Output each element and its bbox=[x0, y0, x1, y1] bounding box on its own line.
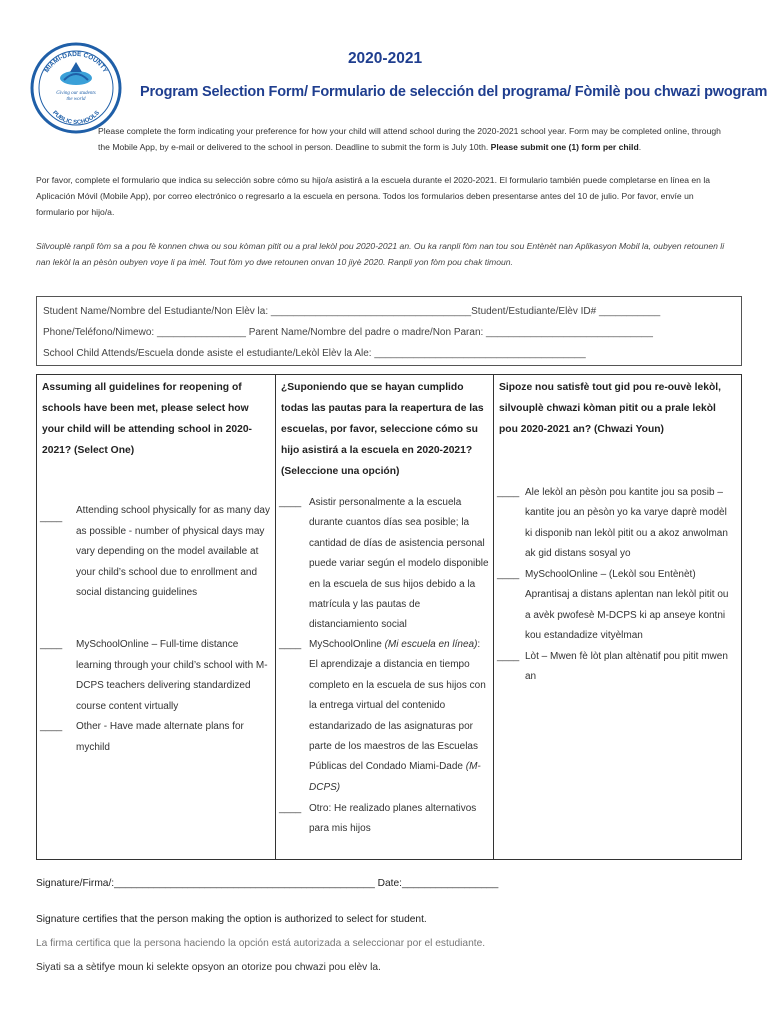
option-label: Attending school physically for as many day as possible - number of physical days may vary depending on the model available at your child’s school due to enrollment and social distancing guidelines bbox=[76, 505, 270, 599]
checkbox-blank[interactable]: ____ bbox=[40, 721, 63, 732]
seal-motto-line2: the world bbox=[66, 97, 86, 102]
option-other-en[interactable] bbox=[40, 717, 271, 758]
creole-column-header: Sipoze nou satisfè tout gid pou re-ouvè lekòl, silvouplè chwazi kòman pitit ou a prale lekòl pou 2020-2021 an? (Chwazi Youn) bbox=[499, 382, 721, 435]
option-rest: : El aprendizaje a distancia en tiempo completo en la escuela de sus hijos con la entrega virtual del contenido estandarizado de las asignaturas por parte de los maestros de las Escuelas Públicas del Condado Miami-Dade bbox=[309, 639, 486, 773]
form-year: 2020-2021 bbox=[347, 50, 423, 67]
english-column bbox=[37, 375, 275, 859]
form-title: Program Selection Form/ Formulario de selección del programa/ Fòmilè pou chwazi pwogram bbox=[140, 84, 768, 100]
option-online-es[interactable] bbox=[279, 635, 489, 798]
checkbox-blank[interactable]: ____ bbox=[497, 651, 520, 662]
selection-table bbox=[36, 374, 742, 860]
option-label: Otro: He realizado planes alternativos para mis hijos bbox=[309, 803, 477, 835]
option-abbr: (M-DCPS) bbox=[309, 761, 481, 793]
option-name: MySchoolOnline bbox=[309, 639, 385, 650]
option-label: Asistir personalmente a la escuela durante cuantos días sea posible; la cantidad de días de asistencia personal puede variar según el modelo disponible en la escuela de sus hijos debido a la matrícula y las pautas de distanciamiento social bbox=[309, 497, 489, 631]
student-name-id-field[interactable]: Student Name/Nombre del Estudiante/Non Elèv la: ____________________________________Student/Estudiante/Elèv ID# ___________ bbox=[43, 306, 661, 317]
option-label: Ale lekòl an pèsòn pou kantite jou sa posib – kantite jou an pèsòn yo ka varye daprè modèl ki disponib nan lekòl pitit ou a akoz anwolman ak gid distans sosyal yo bbox=[525, 487, 728, 560]
option-in-person-es[interactable] bbox=[279, 493, 489, 636]
signature-date-field[interactable]: Signature/Firma/:______________________________________________ Date:_________________ bbox=[36, 878, 499, 889]
option-online-en[interactable] bbox=[40, 635, 271, 717]
intro-es-line1: Por favor, complete el formulario que indica su selección sobre cómo su hijo/a asistirá a la escuela durante el 2020-2021. El formulario también puede completarse en línea en la bbox=[36, 175, 711, 185]
option-label: Other - Have made alternate plans for mychild bbox=[76, 721, 244, 753]
option-in-person-ht[interactable] bbox=[497, 483, 735, 565]
intro-es-line2: Aplicación Móvil (Mobile App), por correo electrónico o regresarlo a la escuela en persona. Todos los formularios deben presentarse antes del 10 de julio. Por favor, envíe un bbox=[36, 191, 694, 201]
option-italic: (Mi escuela en línea) bbox=[384, 639, 478, 650]
intro-en-line1: Please complete the form indicating your preference for how your child will attend school during the 2020-2021 school year. Form may be completed online, through bbox=[98, 126, 721, 136]
checkbox-blank[interactable]: ____ bbox=[40, 639, 63, 650]
intro-ht-line2: nan lekòl la an pèsòn oubyen voye li pa imèl. Tout fòm yo dwe retounen onvan 10 jiyè 2020. Ranpli yon fòm pou chak timoun. bbox=[36, 257, 513, 267]
certification-english: Signature certifies that the person making the option is authorized to select for student. bbox=[36, 914, 427, 925]
certification-creole: Siyati sa a sètifye moun ki selekte opsyon an otorize pou chwazi pou elèv la. bbox=[36, 962, 381, 973]
option-label: MySchoolOnline – (Lekòl sou Entènèt) Aprantisaj a distans aplentan nan lekòl pitit ou a avèk pwofesè M-DCPS ki ap anseye kontni kou estandadize vityèlman bbox=[525, 569, 729, 642]
intro-en-line2: the Mobile App, by e-mail or delivered to the school in person. Deadline to submit the form is July 10th. bbox=[98, 142, 491, 152]
intro-es-line3: formulario por hijo/a. bbox=[36, 207, 115, 217]
intro-creole bbox=[36, 238, 748, 270]
english-column-header: Assuming all guidelines for reopening of schools have been met, please select how your child will be attending school in 2020-2021? (Select One) bbox=[42, 382, 252, 456]
option-label: Lòt – Mwen fè lòt plan altènatif pou pitit mwen an bbox=[525, 651, 728, 683]
creole-column bbox=[493, 375, 741, 859]
seal-bottom-text: PUBLIC SCHOOLS bbox=[51, 110, 101, 127]
intro-spanish bbox=[36, 172, 748, 220]
phone-parent-name-field[interactable]: Phone/Teléfono/Nimewo: ________________ Parent Name/Nombre del padre o madre/Non Paran: ______________________________ bbox=[43, 327, 653, 338]
checkbox-blank[interactable]: ____ bbox=[279, 639, 302, 650]
checkbox-blank[interactable]: ____ bbox=[279, 497, 302, 508]
intro-en-end: . bbox=[638, 142, 642, 152]
student-info-box bbox=[36, 296, 742, 366]
seal-motto-line1: Giving our students bbox=[56, 91, 96, 96]
intro-ht-line1: Silvouplè ranpli fòm sa a pou fè konnen chwa ou sou kòman pitit ou a pral lekòl pou 2020-2021 an. Ou ka ranpli fòm nan tou sou Entènèt nan Aplikasyon Mobil la, oubyen retounen li bbox=[36, 241, 725, 251]
checkbox-blank[interactable]: ____ bbox=[40, 512, 63, 523]
seal-arc-text: MIAMI-DADE COUNTY bbox=[43, 50, 109, 74]
checkbox-blank[interactable]: ____ bbox=[497, 487, 520, 498]
certification-spanish: La firma certifica que la persona haciendo la opción está autorizada a seleccionar por el estudiante. bbox=[36, 938, 486, 949]
option-online-ht[interactable] bbox=[497, 565, 735, 647]
option-in-person-en[interactable] bbox=[40, 501, 271, 604]
checkbox-blank[interactable]: ____ bbox=[279, 803, 302, 814]
spanish-column-header: ¿Suponiendo que se hayan cumplido todas las pautas para la reapertura de las escuelas, por favor, seleccione cómo su hijo asistirá a la escuela en 2020-2021? (Seleccione una opción) bbox=[281, 382, 484, 477]
intro-en-bold: Please submit one (1) form per child bbox=[490, 142, 639, 152]
school-attended-field[interactable]: School Child Attends/Escuela donde asiste el estudiante/Lekòl Elèv la Ale: ______________________________________ bbox=[43, 348, 586, 359]
spanish-column bbox=[275, 375, 493, 859]
option-other-es[interactable] bbox=[279, 799, 489, 840]
option-label bbox=[309, 635, 489, 798]
option-label: MySchoolOnline – Full-time distance learning through your child’s school with M-DCPS teachers delivering standardized course content virtually bbox=[76, 639, 268, 712]
option-other-ht[interactable] bbox=[497, 647, 735, 688]
checkbox-blank[interactable]: ____ bbox=[497, 569, 520, 580]
intro-english bbox=[98, 123, 748, 155]
